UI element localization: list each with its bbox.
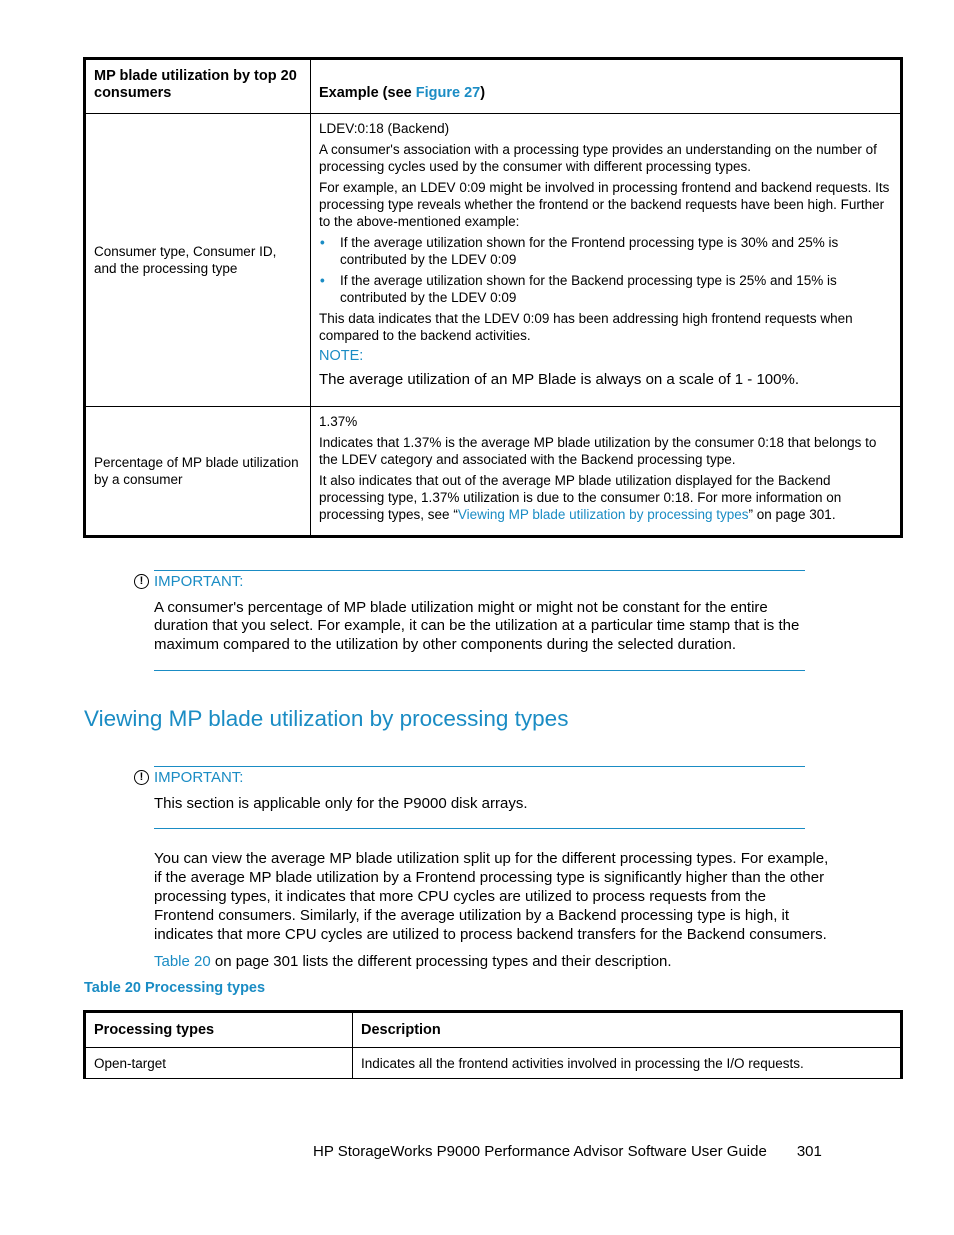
list-item (319, 272, 892, 306)
important-callout (139, 766, 805, 829)
column-header-consumers: MP blade utilization by top 20 consumers (85, 59, 311, 114)
table-link[interactable]: Table 20 (154, 953, 211, 970)
paragraph-text: on page 301 lists the different processing types and their description. (210, 953, 672, 970)
body-paragraph (154, 952, 830, 971)
note-label: NOTE: (319, 348, 364, 364)
important-text: This section is applicable only for the P9000 disk arrays. (154, 794, 528, 812)
table-header-row (85, 1012, 902, 1048)
row-example (311, 114, 902, 407)
row-label: Percentage of MP blade utilization by a consumer (85, 407, 311, 537)
table-cell: Indicates all the frontend activities involved in processing the I/O requests. (353, 1048, 902, 1079)
page-footer (313, 1143, 822, 1160)
header-suffix: ) (480, 85, 486, 101)
section-heading: Viewing MP blade utilization by processing types (84, 706, 569, 731)
exclamation-circle-icon: ! (134, 770, 149, 785)
list-item-text: If the average utilization shown for the Frontend processing type is 30% and 25% is contributed by the LDEV 0:09 (340, 235, 839, 267)
processing-types-table (83, 1010, 903, 1079)
table-row (85, 407, 902, 537)
important-text: A consumer's percentage of MP blade utilization might or might not be constant for the entire duration that you select. For example, it can be the utilization at a particular time stamp that is the maximum compared to the utilization by other components during the selected duration. (154, 598, 800, 653)
column-header-example (311, 59, 902, 114)
row-label: Consumer type, Consumer ID, and the processing type (85, 114, 311, 407)
figure-link[interactable]: Figure 27 (415, 85, 481, 101)
table-row (85, 114, 902, 407)
footer-title: HP StorageWorks P9000 Performance Advisor Software User Guide (313, 1143, 767, 1160)
example-value: LDEV:0:18 (Backend) (319, 121, 450, 136)
important-callout (139, 570, 805, 671)
paragraph: Indicates that 1.37% is the average MP blade utilization by the consumer 0:18 that belongs to the LDEV category and associated with the Backend processing type. (319, 435, 877, 467)
header-prefix: Example (see (319, 85, 416, 101)
table-caption: Table 20 Processing types (84, 980, 266, 996)
paragraph (319, 472, 892, 523)
bullet-list (319, 234, 892, 306)
paragraph: For example, an LDEV 0:09 might be involved in processing frontend and backend requests. Its processing type reveals whether the frontend or the backend requests have been high. Further to the above-mentioned example: (319, 180, 890, 229)
table-row (85, 1048, 902, 1079)
paragraph-text: It also indicates that out of the average MP blade utilization displayed for the Backend processing type, 1.37% utilization is due to the consumer 0:18. For more information on processing types, see “ (319, 473, 842, 522)
paragraph: A consumer's association with a processing type provides an understanding on the number of processing cycles used by the consumer with different processing types. (319, 142, 877, 174)
bullet-icon: • (320, 235, 325, 250)
table-cell: Open-target (85, 1048, 353, 1079)
paragraph: This data indicates that the LDEV 0:09 has been addressing high frontend requests when compared to the backend activities. (319, 311, 853, 343)
example-value: 1.37% (319, 414, 358, 429)
exclamation-circle-icon: ! (134, 574, 149, 589)
row-example (311, 407, 902, 537)
consumer-details-table (83, 57, 903, 538)
note-text: The average utilization of an MP Blade is always on a scale of 1 - 100%. (319, 371, 799, 388)
table-header-row (85, 59, 902, 114)
column-header-processing-types: Processing types (85, 1012, 353, 1048)
important-label: IMPORTANT: (154, 769, 244, 786)
important-label: IMPORTANT: (154, 573, 244, 590)
list-item (319, 234, 892, 268)
bullet-icon: • (320, 273, 325, 288)
body-paragraph: You can view the average MP blade utilization split up for the different processing types. For example, if the average MP blade utilization by a Frontend processing type is significantly higher than the other processing types, it indicates that more CPU cycles are utilized to process requests from the Frontend consumers. Similarly, if the average utilization by a Backend processing type is high, it indicates that more CPU cycles are utilized to process backend transfers for the Backend consumers. (154, 850, 829, 943)
section-link[interactable]: Viewing MP blade utilization by processing types (457, 507, 749, 522)
column-header-description: Description (353, 1012, 902, 1048)
list-item-text: If the average utilization shown for the Backend processing type is 25% and 15% is contributed by the LDEV 0:09 (340, 273, 837, 305)
paragraph-text: ” on page 301. (748, 507, 836, 522)
page-number: 301 (796, 1143, 822, 1160)
